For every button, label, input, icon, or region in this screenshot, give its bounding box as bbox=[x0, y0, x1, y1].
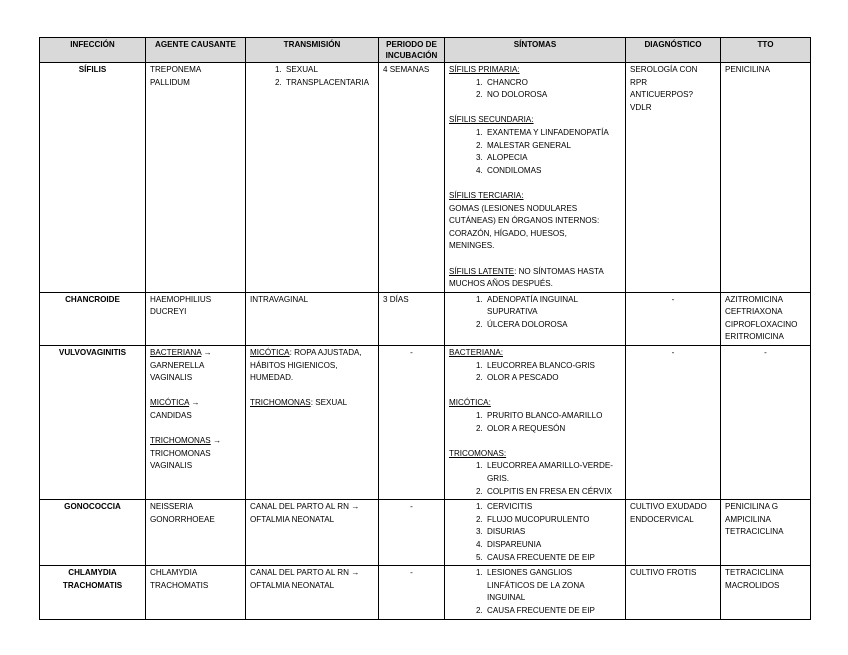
infection-name: CHANCROIDE bbox=[40, 292, 146, 345]
list-item: 1. CHANCRO bbox=[485, 77, 621, 90]
agent-line: HAEMOPHILIUS bbox=[150, 294, 212, 304]
text-fragment: : NO SÍNTOMAS HASTA bbox=[514, 266, 604, 276]
list-item: 5. CAUSA FRECUENTE DE EIP bbox=[485, 552, 621, 565]
section-title: MICÓTICA: bbox=[449, 398, 491, 408]
section-title: TRICHOMONAS bbox=[250, 398, 311, 408]
header-agente: AGENTE CAUSANTE bbox=[146, 38, 246, 63]
infection-name bbox=[40, 566, 146, 619]
list-item: 1. EXANTEMA Y LINFADENOPATÍA bbox=[485, 127, 621, 140]
text-line: CANAL DEL PARTO AL RN → bbox=[250, 502, 360, 512]
text-fragment: : ROPA AJUSTADA, bbox=[289, 348, 362, 358]
infection-name: GONOCOCCIA bbox=[40, 500, 146, 566]
agent-cell bbox=[146, 500, 246, 566]
list-item bbox=[485, 567, 621, 605]
section-title: SÍFILIS PRIMARIA: bbox=[449, 65, 520, 74]
incubation-cell: 4 SEMANAS bbox=[379, 63, 445, 293]
list-item: 3. ALOPECIA bbox=[485, 152, 621, 165]
list-item: 2. MALESTAR GENERAL bbox=[485, 140, 621, 153]
diagnosis-line: RPR bbox=[630, 77, 648, 87]
text-line: MENINGES. bbox=[449, 241, 495, 251]
treatment-line: TETRACICLINA bbox=[725, 568, 784, 578]
header-transmision: TRANSMISIÓN bbox=[246, 38, 379, 63]
list-item: 2. OLOR A PESCADO bbox=[485, 372, 621, 385]
incubation-cell: 3 DÍAS bbox=[379, 292, 445, 345]
arrow-icon: → bbox=[189, 398, 200, 408]
text-line: GOMAS (LESIONES NODULARES bbox=[449, 203, 578, 213]
row-chancroide bbox=[40, 292, 811, 345]
list-item: 2. ÚLCERA DOLOROSA bbox=[485, 319, 621, 332]
list-item: 2. OLOR A REQUESÓN bbox=[485, 423, 621, 436]
text-line bbox=[449, 266, 621, 279]
header-sintomas: SÍNTOMAS bbox=[445, 38, 626, 63]
diagnosis-cell: CULTIVO FROTIS bbox=[626, 566, 721, 619]
row-gonococcia bbox=[40, 500, 811, 566]
list-item: 2. COLPITIS EN FRESA EN CÉRVIX bbox=[485, 486, 621, 499]
treatment-line: TETRACICLINA bbox=[725, 527, 784, 537]
header-tto: TTO bbox=[721, 38, 811, 63]
agent-line: TRICHOMONAS bbox=[150, 448, 211, 458]
treatment-cell bbox=[721, 292, 811, 345]
diagnosis-cell bbox=[626, 500, 721, 566]
agent-cell bbox=[146, 292, 246, 345]
header-infeccion: INFECCIÓN bbox=[40, 38, 146, 63]
list-item bbox=[485, 294, 621, 319]
section-title: SÍFILIS SECUNDARIA: bbox=[449, 115, 534, 125]
text-line: 1. LEUCORREA AMARILLO-VERDE- bbox=[487, 461, 613, 471]
arrow-icon: → bbox=[210, 436, 222, 446]
symptoms-cell bbox=[445, 500, 626, 566]
agent-line: CANDIDAS bbox=[150, 411, 192, 421]
text-line: SUPURATIVA bbox=[487, 307, 538, 317]
incubation-cell: - bbox=[379, 346, 445, 500]
diagnosis-line: VDLR bbox=[630, 102, 652, 112]
list-item: 4. DISPAREUNIA bbox=[485, 539, 621, 552]
symptoms-cell bbox=[445, 346, 626, 500]
symptoms-cell bbox=[445, 566, 626, 619]
section-title: TRICHOMONAS bbox=[150, 436, 211, 446]
agent-line: TRACHOMATIS bbox=[150, 580, 209, 590]
text-line bbox=[250, 397, 374, 410]
agent-line: VAGINALIS bbox=[150, 373, 193, 383]
agent-line: NEISSERIA bbox=[150, 502, 194, 512]
treatment-cell: - bbox=[721, 346, 811, 500]
text-line: LINFÁTICOS DE LA ZONA bbox=[487, 580, 585, 590]
diagnosis-cell: - bbox=[626, 292, 721, 345]
text-line: CANAL DEL PARTO AL RN → bbox=[250, 568, 360, 578]
treatment-cell bbox=[721, 500, 811, 566]
treatment-line: CEFTRIAXONA bbox=[725, 307, 783, 317]
text-line: OFTALMIA NEONATAL bbox=[250, 514, 335, 524]
arrow-icon: → bbox=[201, 348, 212, 358]
transmission-cell bbox=[246, 346, 379, 500]
diagnosis-line: ANTICUERPOS? bbox=[630, 90, 693, 100]
header-periodo: PERIODO DE INCUBACIÓN bbox=[379, 38, 445, 63]
list-item: 4. CONDILOMAS bbox=[485, 165, 621, 178]
section-title: BACTERIANA bbox=[150, 348, 202, 358]
diagnosis-cell: - bbox=[626, 346, 721, 500]
sti-table bbox=[39, 37, 811, 620]
agent-line: GARNERELLA bbox=[150, 360, 205, 370]
agent-cell bbox=[146, 346, 246, 500]
diagnosis-line: ENDOCERVICAL bbox=[630, 514, 694, 524]
transmission-cell bbox=[246, 63, 379, 293]
text-line bbox=[150, 435, 241, 448]
text-line: GRIS. bbox=[487, 474, 510, 483]
agent-line: GONORRHOEAE bbox=[150, 514, 215, 524]
agent-line: TREPONEMA bbox=[150, 65, 202, 74]
infection-name: VULVOVAGINITIS bbox=[40, 346, 146, 500]
list-item: 1. CERVICITIS bbox=[485, 501, 621, 514]
treatment-line: PENICILINA G bbox=[725, 502, 779, 512]
agent-line: DUCREYI bbox=[150, 307, 187, 317]
list-item: 2. CAUSA FRECUENTE DE EIP bbox=[485, 605, 621, 618]
transmission-cell bbox=[246, 566, 379, 619]
diagnosis-line: CULTIVO EXUDADO bbox=[630, 502, 707, 512]
text-line: 1. LESIONES GANGLIOS bbox=[487, 568, 573, 578]
treatment-line: AZITROMICINA bbox=[725, 294, 784, 304]
text-line: MUCHOS AÑOS DESPUÉS. bbox=[449, 279, 553, 289]
section-title: MICÓTICA bbox=[250, 348, 290, 358]
text-line: INGUINAL bbox=[487, 593, 526, 603]
list-item: 2. FLUJO MUCOPURULENTO bbox=[485, 514, 621, 527]
section-title: SÍFILIS LATENTE bbox=[449, 266, 515, 276]
header-diagnostico: DIAGNÓSTICO bbox=[626, 38, 721, 63]
list-item: 2. NO DOLOROSA bbox=[485, 89, 621, 102]
text-line bbox=[150, 397, 241, 410]
text-fragment: : SEXUAL bbox=[310, 398, 348, 408]
infection-name: SÍFILIS bbox=[40, 63, 146, 293]
list-item bbox=[485, 460, 621, 485]
transmission-cell bbox=[246, 500, 379, 566]
treatment-cell bbox=[721, 566, 811, 619]
agent-cell bbox=[146, 63, 246, 293]
text-line: CORAZÓN, HÍGADO, HUESOS, bbox=[449, 228, 567, 238]
text-line: HÁBITOS HIGIENICOS, bbox=[250, 360, 338, 370]
text-line: HUMEDAD. bbox=[250, 373, 294, 383]
text-line: CUTÁNEAS) EN ÓRGANOS INTERNOS: bbox=[449, 216, 600, 226]
text-line bbox=[150, 347, 241, 360]
treatment-line: MACROLIDOS bbox=[725, 580, 780, 590]
section-title: MICÓTICA bbox=[150, 398, 190, 408]
section-title: SÍFILIS TERCIARIA: bbox=[449, 190, 524, 200]
treatment-line: CIPROFLOXACINO bbox=[725, 319, 798, 329]
row-sifilis bbox=[40, 63, 811, 293]
treatment-line: AMPICILINA bbox=[725, 514, 771, 524]
incubation-cell: - bbox=[379, 566, 445, 619]
header-row bbox=[40, 38, 811, 63]
treatment-line: ERITROMICINA bbox=[725, 332, 784, 342]
row-chlamydia bbox=[40, 566, 811, 619]
infection-name-line: CHLAMYDIA bbox=[68, 568, 117, 578]
infection-name-line: TRACHOMATIS bbox=[62, 580, 123, 590]
agent-line: PALLIDUM bbox=[150, 77, 190, 87]
diagnosis-line: SEROLOGÍA CON bbox=[630, 65, 698, 74]
section-title: TRICOMONAS: bbox=[449, 448, 507, 458]
list-item: 1. PRURITO BLANCO-AMARILLO bbox=[485, 410, 621, 423]
list-item: 1. SEXUAL bbox=[284, 64, 374, 77]
symptoms-cell bbox=[445, 292, 626, 345]
treatment-cell: PENICILINA bbox=[721, 63, 811, 293]
incubation-cell: - bbox=[379, 500, 445, 566]
list-item: 2. TRANSPLACENTARIA bbox=[284, 77, 374, 90]
agent-line: CHLAMYDIA bbox=[150, 568, 198, 578]
text-line bbox=[250, 347, 374, 360]
symptoms-cell bbox=[445, 63, 626, 293]
text-line: 1. ADENOPATÍA INGUINAL bbox=[487, 294, 578, 304]
diagnosis-cell bbox=[626, 63, 721, 293]
list-item: 3. DISURIAS bbox=[485, 526, 621, 539]
text-line: OFTALMIA NEONATAL bbox=[250, 580, 335, 590]
section-title: BACTERIANA: bbox=[449, 348, 503, 358]
agent-line: VAGINALIS bbox=[150, 461, 193, 471]
row-vulvovaginitis bbox=[40, 346, 811, 500]
list-item: 1. LEUCORREA BLANCO-GRIS bbox=[485, 360, 621, 373]
transmission-cell: INTRAVAGINAL bbox=[246, 292, 379, 345]
agent-cell bbox=[146, 566, 246, 619]
